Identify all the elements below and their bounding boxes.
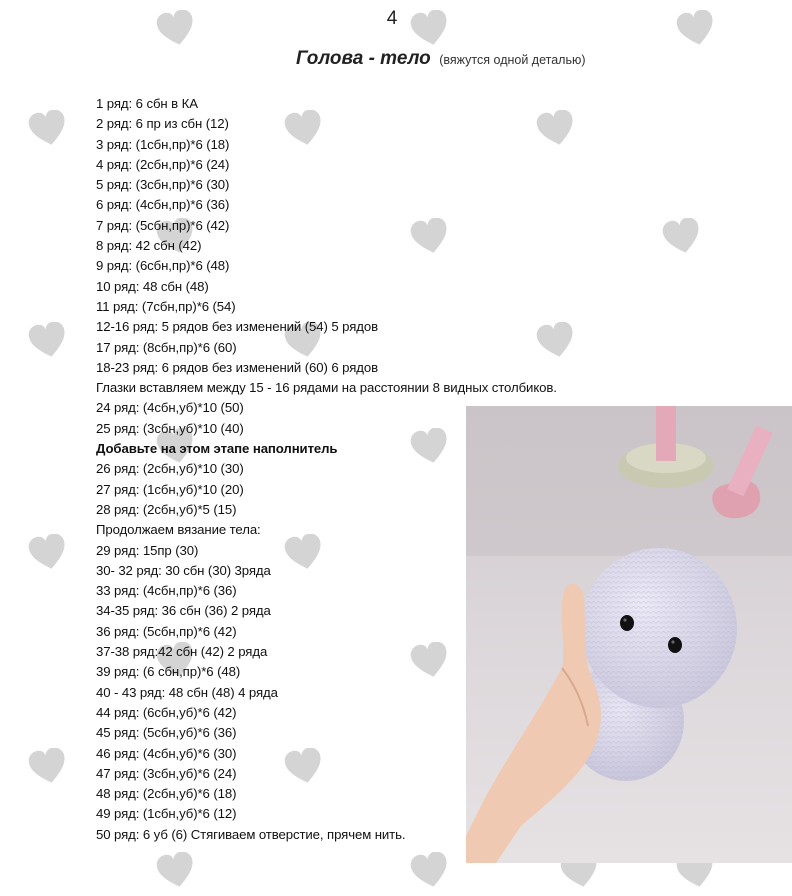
pattern-row: 37-38 ряд:42 сбн (42) 2 ряда [96, 644, 268, 660]
pattern-row: 33 ряд: (4сбн,пр)*6 (36) [96, 583, 237, 599]
pattern-row: 25 ряд: (3сбн,уб)*10 (40) [96, 420, 244, 436]
pattern-row: 5 ряд: (3сбн,пр)*6 (30) [96, 177, 230, 193]
pattern-row: 49 ряд: (1сбн,уб)*6 (12) [96, 806, 237, 822]
pattern-row: 40 - 43 ряд: 48 сбн (48) 4 ряда [96, 684, 278, 700]
pattern-row: 1 ряд: 6 сбн в КА [96, 96, 198, 111]
page-number: 4 [386, 8, 398, 29]
heart-icon [156, 852, 196, 890]
heart-icon [28, 322, 68, 360]
pattern-row: 39 ряд: (6 сбн,пр)*6 (48) [96, 664, 241, 680]
heart-icon [28, 748, 68, 786]
pattern-row: 4 ряд: (2сбн,пр)*6 (24) [96, 156, 230, 172]
pattern-row: 44 ряд: (6сбн,уб)*6 (42) [96, 704, 237, 720]
pattern-row: 34-35 ряд: 36 сбн (36) 2 ряда [96, 603, 271, 619]
pattern-row: 17 ряд: (8сбн,пр)*6 (60) [96, 339, 237, 355]
pattern-row: 30- 32 ряд: 30 сбн (30) 3ряда [96, 562, 271, 578]
pattern-row: 47 ряд: (3сбн,уб)*6 (24) [96, 765, 237, 781]
title-subtitle: (вяжутся одной деталью) [439, 53, 586, 67]
pattern-row: 29 ряд: 15пр (30) [96, 542, 199, 558]
heart-icon [28, 110, 68, 148]
heart-icon [410, 10, 450, 48]
heart-icon [156, 10, 196, 48]
pattern-row: 27 ряд: (1сбн,уб)*10 (20) [96, 481, 244, 497]
page-title [296, 48, 586, 70]
heart-icon [662, 218, 702, 256]
heart-icon [410, 852, 450, 890]
pattern-row: 36 ряд: (5сбн,пр)*6 (42) [96, 623, 237, 639]
pattern-row: 45 ряд: (5сбн,уб)*6 (36) [96, 725, 237, 741]
title-main: Голова - тело [296, 48, 431, 69]
instruction-note: Добавьте на этом этапе наполнитель [96, 441, 338, 457]
pattern-row: 46 ряд: (4сбн,уб)*6 (30) [96, 745, 237, 761]
pattern-row: 9 ряд: (6сбн,пр)*6 (48) [96, 258, 230, 274]
heart-icon [676, 10, 716, 48]
pattern-row: 48 ряд: (2сбн,уб)*6 (18) [96, 786, 237, 802]
pattern-row: 24 ряд: (4сбн,уб)*10 (50) [96, 400, 244, 416]
pattern-row: 50 ряд: 6 уб (6) Стягиваем отверстие, прячем нить. [96, 826, 406, 842]
pattern-row: Продолжаем вязание тела: [96, 522, 261, 538]
pattern-row: 6 ряд: (4сбн,пр)*6 (36) [96, 197, 230, 213]
pattern-row: 3 ряд: (1сбн,пр)*6 (18) [96, 136, 230, 152]
amigurumi-photo [466, 406, 792, 863]
pattern-row: 10 ряд: 48 сбн (48) [96, 278, 209, 294]
pattern-row: 7 ряд: (5сбн,пр)*6 (42) [96, 217, 230, 233]
pattern-row: 2 ряд: 6 пр из сбн (12) [96, 116, 229, 132]
pattern-row: 11 ряд: (7сбн,пр)*6 (54) [96, 298, 236, 314]
pattern-row: Глазки вставляем между 15 - 16 рядами на расстоянии 8 видных столбиков. [96, 380, 557, 396]
pattern-row: 8 ряд: 42 сбн (42) [96, 238, 202, 254]
pattern-row: 26 ряд: (2сбн,уб)*10 (30) [96, 461, 244, 477]
pattern-row: 12-16 ряд: 5 рядов без изменений (54) 5 рядов [96, 319, 379, 335]
heart-icon [28, 534, 68, 572]
pattern-row: 28 ряд: (2сбн,уб)*5 (15) [96, 501, 237, 517]
pattern-row: 18-23 ряд: 6 рядов без изменений (60) 6 рядов [96, 359, 379, 375]
